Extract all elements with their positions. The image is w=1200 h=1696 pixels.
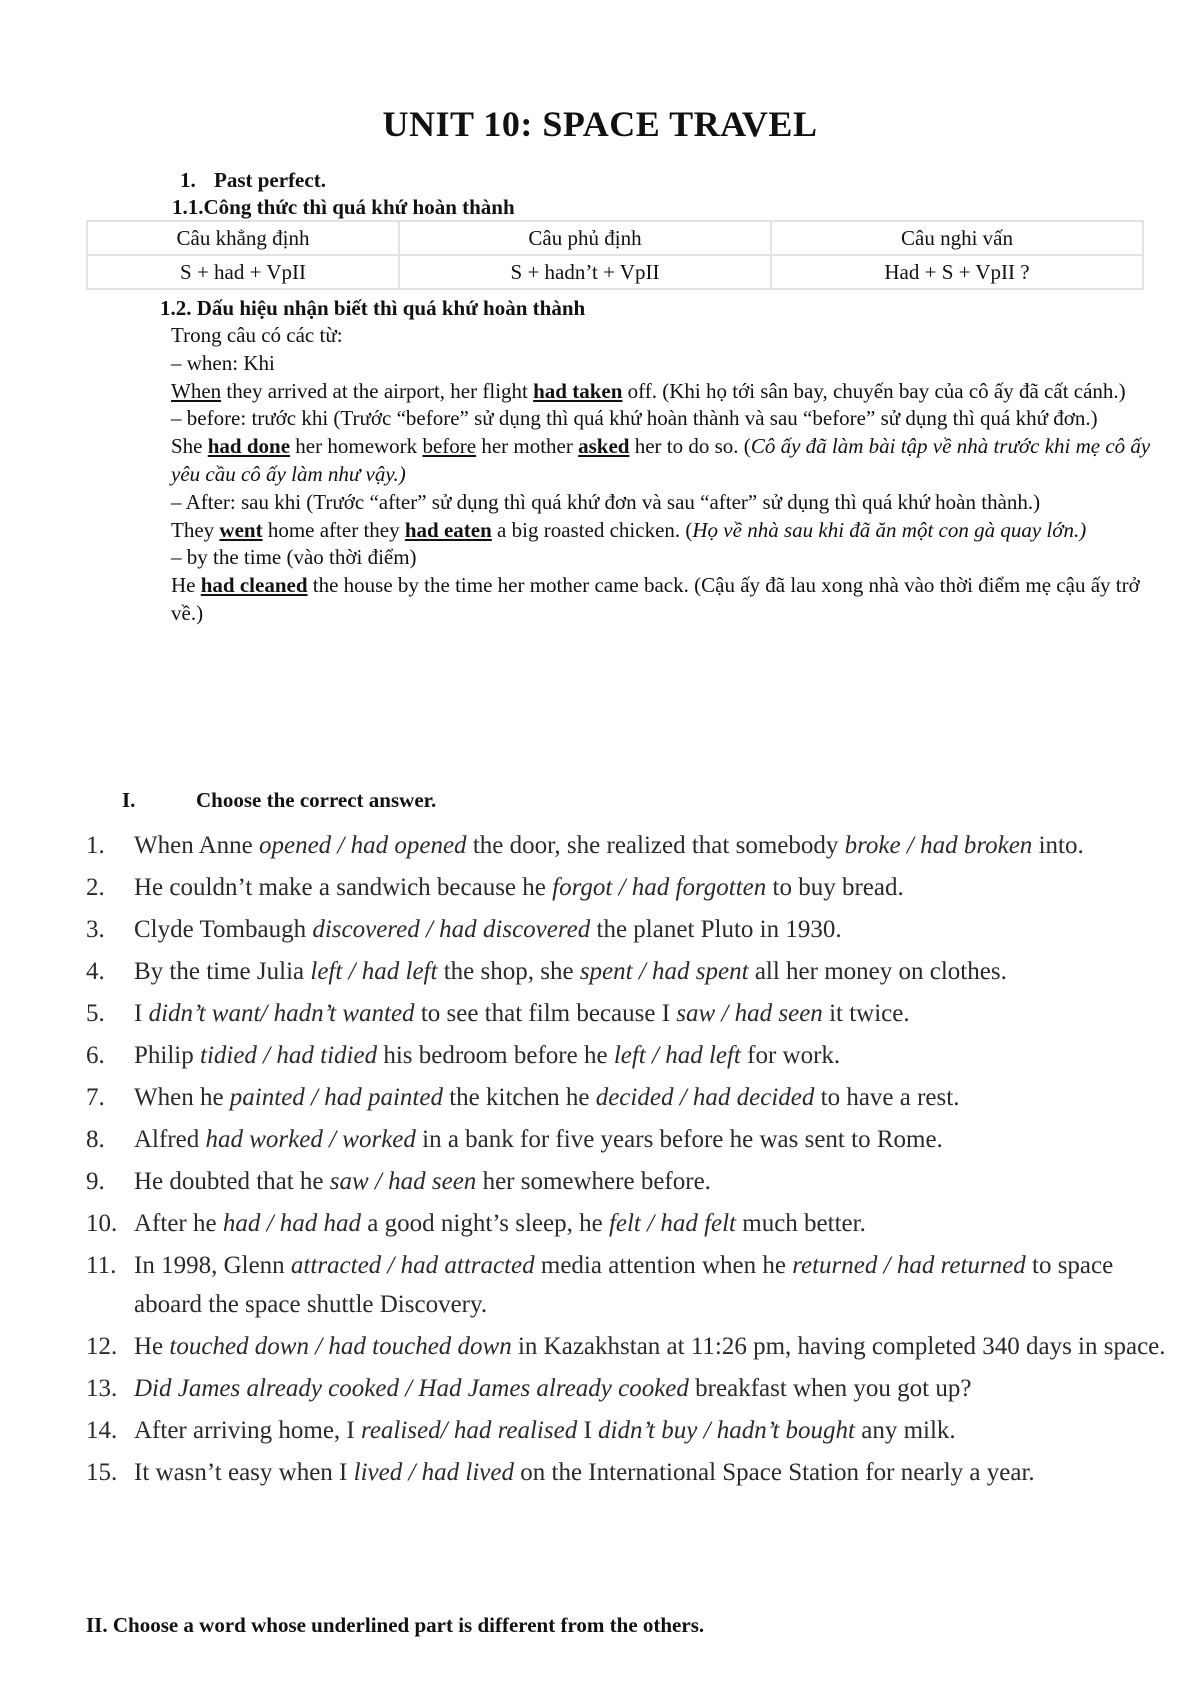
question-text: the shop, she [437,958,580,985]
answer-options: saw / had seen [329,1168,477,1195]
question-item [86,1327,1166,1366]
verb-highlight: had taken [533,378,623,403]
keyword-underlined: When [171,378,222,403]
table-cell: S + had + VpII [87,255,399,289]
answer-options: decided / had decided [595,1084,815,1111]
table-header-cell: Câu nghi vấn [771,221,1143,255]
table-cell: Had + S + VpII ? [771,255,1143,289]
page-title: UNIT 10: SPACE TRAVEL [382,104,818,144]
question-text: Philip [134,1042,200,1069]
question-number: 1. [86,832,105,859]
question-text: media attention when he [534,1252,793,1279]
question-item [86,994,1166,1033]
question-item [86,1120,1166,1159]
answer-options: tidied / had tidied [200,1042,378,1069]
question-text: When he [134,1084,230,1111]
question-number: 6. [86,1042,105,1069]
example-text: a big roasted chicken. ( [491,517,693,542]
question-number: 15. [86,1459,118,1486]
section-number: 1. [180,168,196,192]
when-example [171,378,1156,406]
question-number: 2. [86,874,105,901]
verb-highlight: had cleaned [200,573,308,598]
question-text: it twice. [822,1000,910,1027]
question-text: I [577,1417,599,1444]
answer-options: broke / had broken [844,832,1033,859]
question-text: When Anne [134,832,259,859]
verb-highlight: had eaten [404,517,492,542]
table-header-row [87,221,1143,255]
question-text: his bedroom before he [377,1042,614,1069]
answer-options: painted / had painted [229,1084,443,1111]
answer-options: didn’t buy / hadn’t bought [598,1417,855,1444]
question-text: to buy bread. [766,874,904,901]
answer-options: lived / had lived [353,1459,514,1486]
question-item [86,910,1166,949]
answer-options: felt / had felt [608,1210,737,1237]
question-text: much better. [736,1210,866,1237]
formula-table [86,220,1144,290]
question-text: for work. [740,1042,841,1069]
answer-options: saw / had seen [676,1000,823,1027]
question-number: 7. [86,1084,105,1111]
question-text: to space aboard the space shuttle Discovery. [134,1252,1114,1318]
question-item [86,1453,1166,1492]
question-text: in a bank for five years before he was sent to Rome. [415,1126,943,1153]
question-text: It wasn’t easy when I [134,1459,354,1486]
question-text: on the International Space Station for nearly a year. [514,1459,1035,1486]
question-text: to have a rest. [814,1084,960,1111]
when-label: – when: Khi [171,350,275,375]
question-item [86,1036,1166,1075]
example-text: He [171,573,201,598]
theory-intro: Trong câu có các từ: [171,323,343,347]
question-text: the planet Pluto in 1930. [590,916,842,943]
table-header-cell: Câu khẳng định [87,221,399,255]
exercise-instruction: Choose the correct answer. [196,788,437,812]
question-number: 13. [86,1375,118,1402]
example-text: She [171,434,208,459]
before-label: – before: trước khi (Trước “before” sử dụng thì quá khứ hoàn thành và sau “before” sử dụng thì quá khứ đơn.) [171,406,1098,431]
question-number: 8. [86,1126,105,1153]
question-text: In 1998, Glenn [134,1252,291,1279]
after-example [171,517,1156,545]
table-header-cell: Câu phủ định [399,221,771,255]
verb-highlight: asked [578,434,630,459]
question-item [86,1204,1166,1243]
question-text: He [134,1333,170,1360]
question-item [86,826,1166,865]
example-text: her to do so. ( [629,434,751,459]
answer-options: touched down / had touched down [169,1333,512,1360]
bytime-label: – by the time (vào thời điểm) [171,545,417,570]
question-text: He couldn’t make a sandwich because he [134,874,553,901]
answer-options: opened / had opened [258,832,467,859]
exercise-1-heading [122,788,436,813]
question-number: 10. [86,1210,118,1237]
question-text: Alfred [134,1126,206,1153]
theory-text [171,322,1156,628]
question-text: all her money on clothes. [748,958,1007,985]
question-text: After he [134,1210,223,1237]
example-text: off. (Khi họ tới sân bay, chuyến bay của cô ấy đã cất cánh.) [622,378,1126,403]
translation-italic: Họ về nhà sau khi đã ăn một con gà quay lớn.) [692,517,1087,542]
question-text: Clyde Tombaugh [134,916,313,943]
before-example [171,433,1156,489]
question-item [86,1162,1166,1201]
answer-options: had / had had [222,1210,362,1237]
example-text: her homework [290,434,423,459]
question-number: 5. [86,1000,105,1027]
translation-italic: Cô ấy đã làm bài tập về nhà trước khi mẹ cô ấy yêu cầu cô ấy làm như vậy.) [171,434,1151,486]
example-text: the house by the time her mother came back. (Cậu ấy đã lau xong nhà vào thời điểm mẹ cậu ấy trở về.) [171,573,1140,625]
example-text: her mother [476,434,579,459]
question-item [86,952,1166,991]
answer-options: attracted / had attracted [290,1252,535,1279]
subsection-heading-signs: 1.2. Dấu hiệu nhận biết thì quá khứ hoàn thành [160,296,586,320]
question-text: the door, she realized that somebody [466,832,845,859]
answer-options: didn’t want/ hadn’t wanted [148,1000,415,1027]
question-item [86,868,1166,907]
question-text: breakfast when you got up? [688,1375,972,1402]
exercise-number: I. [122,788,136,812]
question-item [86,1411,1166,1450]
answer-options: Did James already cooked / Had James already cooked [134,1375,689,1402]
answer-options: spent / had spent [579,958,749,985]
question-number: 14. [86,1417,118,1444]
question-item [86,1369,1166,1408]
answer-options: left / had left [310,958,438,985]
question-text: in Kazakhstan at 11:26 pm, having completed 340 days in space. [511,1333,1166,1360]
question-text: into. [1032,832,1084,859]
question-text: to see that film because I [414,1000,677,1027]
bytime-example [171,572,1156,628]
example-text: they arrived at the airport, her flight [221,378,534,403]
question-text: any milk. [854,1417,956,1444]
section-heading-past-perfect [180,168,326,193]
question-list [86,826,1166,1495]
question-number: 12. [86,1333,118,1360]
answer-options: discovered / had discovered [312,916,591,943]
answer-options: returned / had returned [792,1252,1026,1279]
question-text: a good night’s sleep, he [361,1210,609,1237]
question-text: I [134,1000,149,1027]
section-label: Past perfect. [214,168,326,192]
question-text: By the time Julia [134,958,311,985]
question-item [86,1246,1166,1324]
question-text: her somewhere before. [476,1168,711,1195]
answer-options: realised/ had realised [361,1417,578,1444]
answer-options: had worked / worked [205,1126,416,1153]
question-number: 9. [86,1168,105,1195]
question-number: 4. [86,958,105,985]
question-number: 11. [86,1252,117,1279]
answer-options: left / had left [613,1042,741,1069]
verb-highlight: went [219,517,263,542]
after-label: – After: sau khi (Trước “after” sử dụng thì quá khứ đơn và sau “after” sử dụng thì quá khứ hoàn thành.) [171,489,1041,514]
question-text: After arriving home, I [134,1417,362,1444]
question-text: the kitchen he [442,1084,596,1111]
table-cell: S + hadn’t + VpII [399,255,771,289]
keyword-underlined: before [422,434,477,459]
example-text: They [171,517,220,542]
question-number: 3. [86,916,105,943]
answer-options: forgot / had forgotten [552,874,767,901]
verb-highlight: had done [207,434,291,459]
question-text: He doubted that he [134,1168,330,1195]
subsection-heading-formula: 1.1.Công thức thì quá khứ hoàn thành [172,195,515,219]
table-row [87,255,1143,289]
exercise-2-heading: II. Choose a word whose underlined part is different from the others. [86,1613,705,1637]
question-item [86,1078,1166,1117]
example-text: home after they [262,517,405,542]
